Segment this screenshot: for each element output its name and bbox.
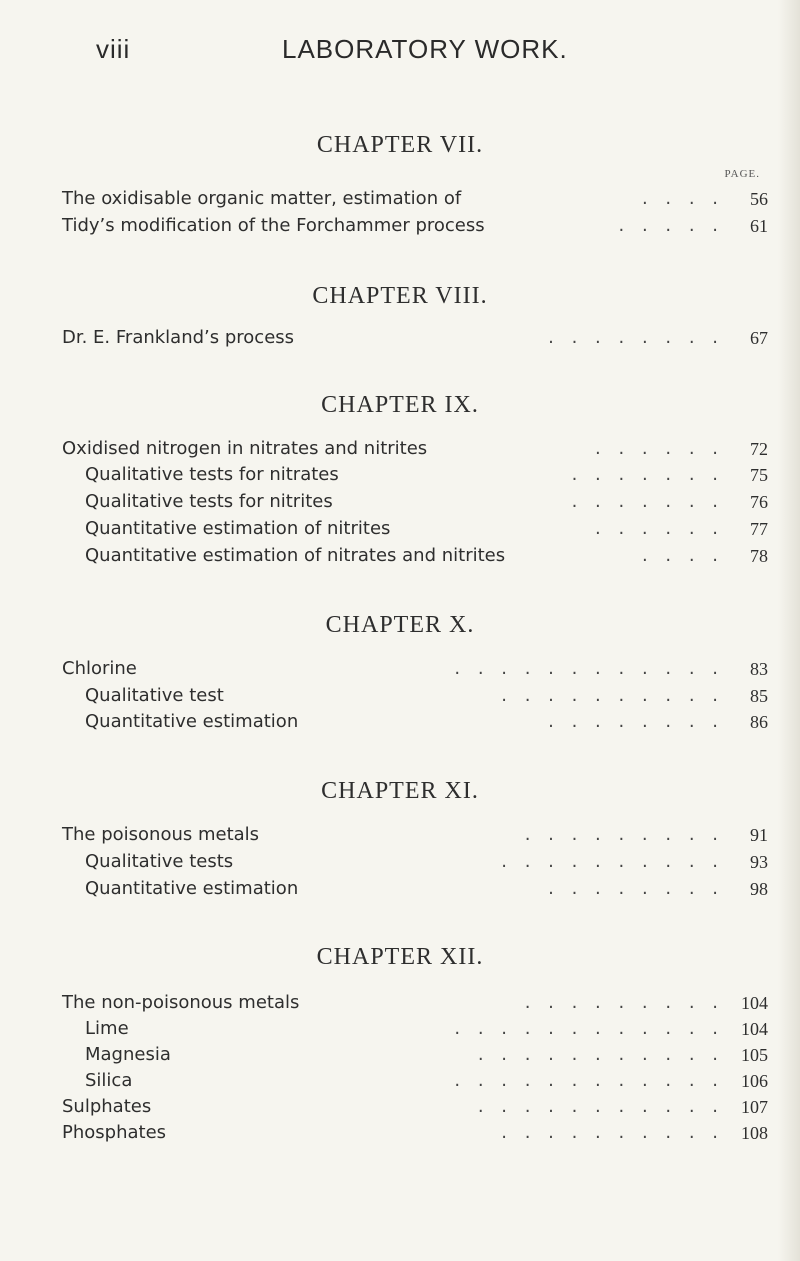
toc-entry-page: 72 — [750, 439, 768, 459]
leader-dots: . . . . . . . . . — [524, 992, 724, 1013]
toc-entry — [85, 683, 768, 709]
leader-dots: . . . . . . . — [571, 491, 724, 512]
leader-dots: . . . . — [641, 545, 724, 566]
toc-entry — [85, 1016, 768, 1042]
toc-entry — [85, 876, 768, 902]
leader-dots: . . . . . . . . . . . . — [454, 1018, 724, 1039]
toc-entry — [62, 656, 768, 682]
toc-entry-label: Oxidised nitrogen in nitrates and nitrites — [62, 438, 428, 459]
toc-entry-label: Chlorine — [62, 658, 137, 679]
leader-dots: . . . . . . — [595, 518, 724, 539]
toc-entry-page: 106 — [741, 1071, 768, 1091]
toc-entry-page: 67 — [750, 328, 768, 348]
toc-entry-label: Qualitative tests for nitrates — [85, 464, 339, 485]
toc-entry-page: 93 — [750, 852, 768, 872]
leader-dots: . . . . . — [618, 215, 724, 236]
chapter-heading: CHAPTER XII. — [316, 944, 484, 970]
toc-entry-page: 104 — [741, 993, 768, 1013]
page-column-label: PAGE. — [724, 168, 760, 180]
toc-entry-label: Dr. E. Frankland’s process — [62, 327, 295, 348]
toc-entry — [85, 1068, 768, 1094]
toc-entry-label: Phosphates — [62, 1122, 167, 1143]
toc-entry-page: 105 — [741, 1045, 768, 1065]
toc-entry — [85, 709, 768, 735]
toc-entry-page: 61 — [750, 216, 768, 236]
toc-entry — [62, 990, 768, 1016]
toc-entry-label: Qualitative tests — [85, 851, 234, 872]
toc-entry — [85, 462, 768, 488]
toc-entry — [62, 325, 768, 351]
toc-entry — [62, 436, 768, 462]
chapter-heading: CHAPTER IX. — [321, 392, 479, 418]
leader-dots: . . . . . . . . . . . . — [454, 658, 724, 679]
toc-entry — [85, 543, 768, 569]
toc-entry-page: 98 — [750, 879, 768, 899]
toc-entry-label: Sulphates — [62, 1096, 152, 1117]
toc-entry-page: 83 — [750, 659, 768, 679]
leader-dots: . . . . . . . . — [548, 878, 724, 899]
toc-entry — [85, 1042, 768, 1068]
toc-entry-label: Quantitative estimation of nitrites — [85, 518, 391, 539]
toc-entry-label: Quantitative estimation — [85, 711, 299, 732]
toc-entry — [62, 822, 768, 848]
leader-dots: . . . . . . . . . . . — [477, 1044, 724, 1065]
chapter-heading: CHAPTER X. — [325, 612, 475, 638]
toc-entry-page: 78 — [750, 546, 768, 566]
page-folio: viii — [96, 34, 131, 64]
toc-entry — [85, 489, 768, 515]
chapter-heading: CHAPTER VIII. — [312, 283, 488, 309]
toc-entry — [62, 186, 768, 212]
toc-entry-label: Qualitative tests for nitrites — [85, 491, 333, 512]
toc-entry-page: 108 — [741, 1123, 768, 1143]
toc-entry-page: 77 — [750, 519, 768, 539]
leader-dots: . . . . . . — [595, 438, 724, 459]
toc-entry — [85, 849, 768, 875]
toc-entry-label: Quantitative estimation of nitrates and nitrites — [85, 545, 506, 566]
leader-dots: . . . . . . . . . . — [501, 685, 724, 706]
toc-entry-label: Tidy’s modification of the Forchammer process — [62, 215, 485, 236]
toc-entry-page: 107 — [741, 1097, 768, 1117]
leader-dots: . . . . . . . . — [548, 327, 724, 348]
leader-dots: . . . . . . . — [571, 464, 724, 485]
toc-entry — [62, 213, 768, 239]
toc-entry-label: Lime — [85, 1018, 129, 1039]
toc-entry-page: 104 — [741, 1019, 768, 1039]
toc-entry-page: 75 — [750, 465, 768, 485]
toc-entry-page: 86 — [750, 712, 768, 732]
chapter-heading: CHAPTER VII. — [316, 132, 484, 158]
toc-entry-label: Silica — [85, 1070, 133, 1091]
toc-entry-page: 76 — [750, 492, 768, 512]
toc-entry — [62, 1120, 768, 1146]
toc-entry-label: Magnesia — [85, 1044, 171, 1065]
leader-dots: . . . . . . . . — [548, 711, 724, 732]
chapter-heading: CHAPTER XI. — [321, 778, 479, 804]
leader-dots: . . . . . . . . . . — [501, 1122, 724, 1143]
running-title: LABORATORY WORK. — [282, 34, 568, 64]
toc-entry — [62, 1094, 768, 1120]
leader-dots: . . . . . . . . . — [524, 824, 724, 845]
leader-dots: . . . . — [641, 188, 724, 209]
toc-entry-label: The non-poisonous metals — [62, 992, 300, 1013]
toc-entry — [85, 516, 768, 542]
toc-entry-label: Qualitative test — [85, 685, 224, 706]
leader-dots: . . . . . . . . . . . . — [454, 1070, 724, 1091]
toc-entry-page: 91 — [750, 825, 768, 845]
toc-entry-label: The oxidisable organic matter, estimation of — [62, 188, 462, 209]
toc-entry-label: Quantitative estimation — [85, 878, 299, 899]
toc-entry-page: 56 — [750, 189, 768, 209]
toc-entry-page: 85 — [750, 686, 768, 706]
running-head — [96, 34, 740, 74]
toc-entry-label: The poisonous metals — [62, 824, 260, 845]
leader-dots: . . . . . . . . . . . — [477, 1096, 724, 1117]
leader-dots: . . . . . . . . . . — [501, 851, 724, 872]
